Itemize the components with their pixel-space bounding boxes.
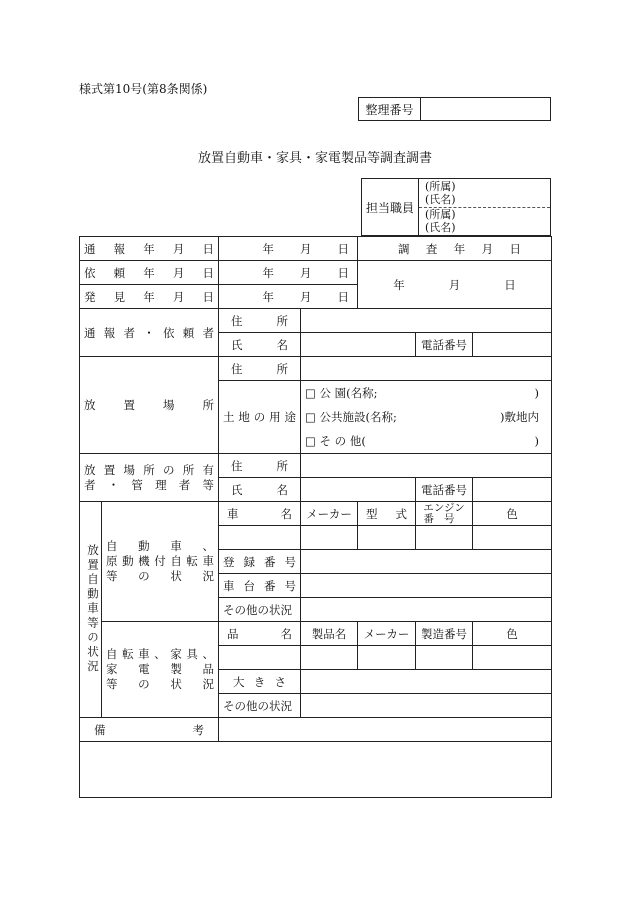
staff-entry-1[interactable] bbox=[419, 179, 550, 208]
year-label: 年 bbox=[393, 277, 405, 292]
other-status-label: その他の状況 bbox=[219, 598, 301, 622]
owner-label-line1: 放置場所の所有 bbox=[84, 462, 214, 477]
vehicle-label-line1: 自動車、 bbox=[106, 539, 214, 553]
goods-color-field[interactable] bbox=[473, 646, 552, 670]
page-title: 放置自動車・家具・家電製品等調査調書 bbox=[197, 151, 432, 166]
chassis-no-label: 車台番号 bbox=[219, 574, 301, 598]
found-date-label: 発見年月日 bbox=[80, 285, 219, 309]
color-label: 色 bbox=[473, 622, 552, 646]
goods-maker-field[interactable] bbox=[358, 646, 416, 670]
color-field[interactable] bbox=[473, 526, 552, 550]
maker-label: メーカー bbox=[301, 502, 358, 526]
facility-checkbox[interactable]: □ 公共施設(名称; bbox=[305, 410, 397, 424]
remarks-field[interactable] bbox=[80, 742, 552, 798]
ref-number-label: 整理番号 bbox=[359, 98, 421, 120]
close-paren: ) bbox=[534, 434, 540, 448]
day-label: 日 bbox=[504, 277, 516, 292]
affiliation-label-2: (所属) bbox=[425, 208, 456, 222]
goods-label-line2: 家電製品 bbox=[106, 662, 214, 676]
owner-address-field[interactable] bbox=[301, 454, 552, 478]
serial-no-label: 製造番号 bbox=[416, 622, 473, 646]
chassis-no-field[interactable] bbox=[301, 574, 552, 598]
abandoned-status-label: 放置自動車等の状況 bbox=[80, 502, 102, 718]
remarks-header-blank bbox=[219, 718, 552, 742]
survey-table bbox=[79, 236, 552, 798]
ref-number-box bbox=[358, 97, 551, 121]
reporter-name-field[interactable] bbox=[301, 333, 416, 357]
vehicle-other-status-field[interactable] bbox=[301, 598, 552, 622]
model-label: 型式 bbox=[358, 502, 416, 526]
vehicle-label-line2: 原動機付自転車 bbox=[106, 554, 214, 568]
other-status-label: その他の状況 bbox=[219, 694, 301, 718]
owner-name-field[interactable] bbox=[301, 478, 416, 502]
owner-phone-field[interactable] bbox=[473, 478, 552, 502]
maker-label: メーカー bbox=[358, 622, 416, 646]
year-label: 年 bbox=[262, 241, 274, 256]
name-label-2: (氏名) bbox=[425, 221, 456, 235]
report-date-field[interactable] bbox=[219, 237, 358, 261]
reporter-address-field[interactable] bbox=[301, 309, 552, 333]
land-use-label: 土地の用途 bbox=[219, 381, 301, 454]
address-label: 住所 bbox=[219, 454, 301, 478]
goods-label-line3: 等の状況 bbox=[106, 677, 214, 691]
name-label: 氏名 bbox=[219, 478, 301, 502]
close-paren: ) bbox=[534, 386, 540, 400]
serial-no-field[interactable] bbox=[416, 646, 473, 670]
engine-no-label: エンジン 番号 bbox=[416, 502, 473, 526]
other-use-checkbox[interactable]: □ そ の 他( bbox=[305, 434, 366, 448]
goods-other-status-field[interactable] bbox=[301, 694, 552, 718]
reg-no-field[interactable] bbox=[301, 550, 552, 574]
day-label: 日 bbox=[337, 289, 349, 304]
size-field[interactable] bbox=[301, 670, 552, 694]
month-label: 月 bbox=[448, 277, 461, 292]
request-date-label: 依頼年月日 bbox=[80, 261, 219, 285]
form-number: 様式第10号(第8条関係) bbox=[79, 82, 208, 96]
staff-box bbox=[361, 178, 551, 236]
size-label: 大きさ bbox=[219, 670, 301, 694]
day-label: 日 bbox=[337, 241, 349, 256]
color-label: 色 bbox=[473, 502, 552, 526]
location-label: 放置場所 bbox=[80, 357, 219, 454]
day-label: 日 bbox=[337, 265, 349, 280]
car-name-label: 車名 bbox=[219, 502, 301, 526]
goods-status-label bbox=[102, 622, 219, 718]
location-address-field[interactable] bbox=[301, 357, 552, 381]
park-checkbox[interactable]: □ 公 園(名称; bbox=[305, 386, 378, 400]
product-name-field[interactable] bbox=[301, 646, 358, 670]
maker-field[interactable] bbox=[301, 526, 358, 550]
reg-no-label: 登録番号 bbox=[219, 550, 301, 574]
engine-no-field[interactable] bbox=[416, 526, 473, 550]
product-label: 品名 bbox=[219, 622, 301, 646]
month-label: 月 bbox=[300, 241, 312, 256]
vehicle-status-label bbox=[102, 502, 219, 622]
product-name-label: 製品名 bbox=[301, 622, 358, 646]
reporter-phone-field[interactable] bbox=[473, 333, 552, 357]
owner-label-line2: 者・管理者等 bbox=[84, 477, 214, 492]
phone-label: 電話番号 bbox=[416, 333, 473, 357]
car-name-field[interactable] bbox=[219, 526, 301, 550]
survey-date-field[interactable] bbox=[358, 261, 552, 309]
model-field[interactable] bbox=[358, 526, 416, 550]
request-date-field[interactable] bbox=[219, 261, 358, 285]
vehicle-label-line3: 等の状況 bbox=[106, 569, 214, 583]
owner-label bbox=[80, 454, 219, 502]
reporter-label: 通報者・依頼者 bbox=[80, 309, 219, 357]
staff-label: 担当職員 bbox=[362, 179, 419, 235]
premises-label: )敷地内 bbox=[500, 410, 540, 424]
land-use-options[interactable] bbox=[301, 381, 552, 454]
year-label: 年 bbox=[262, 289, 274, 304]
ref-number-field[interactable] bbox=[421, 98, 550, 120]
staff-entry-2[interactable] bbox=[419, 208, 550, 236]
name-label: 氏名 bbox=[219, 333, 301, 357]
name-label-1: (氏名) bbox=[425, 192, 456, 206]
goods-label-line1: 自転車、家具、 bbox=[106, 647, 214, 661]
month-label: 月 bbox=[300, 289, 312, 304]
year-label: 年 bbox=[262, 265, 274, 280]
survey-date-label: 調査年月日 bbox=[358, 237, 552, 261]
phone-label: 電話番号 bbox=[416, 478, 473, 502]
affiliation-label-1: (所属) bbox=[425, 179, 456, 193]
address-label: 住所 bbox=[219, 357, 301, 381]
month-label: 月 bbox=[300, 265, 312, 280]
product-field[interactable] bbox=[219, 646, 301, 670]
report-date-label: 通報年月日 bbox=[80, 237, 219, 261]
found-date-field[interactable] bbox=[219, 285, 358, 309]
remarks-label: 備考 bbox=[80, 718, 219, 742]
address-label: 住所 bbox=[219, 309, 301, 333]
